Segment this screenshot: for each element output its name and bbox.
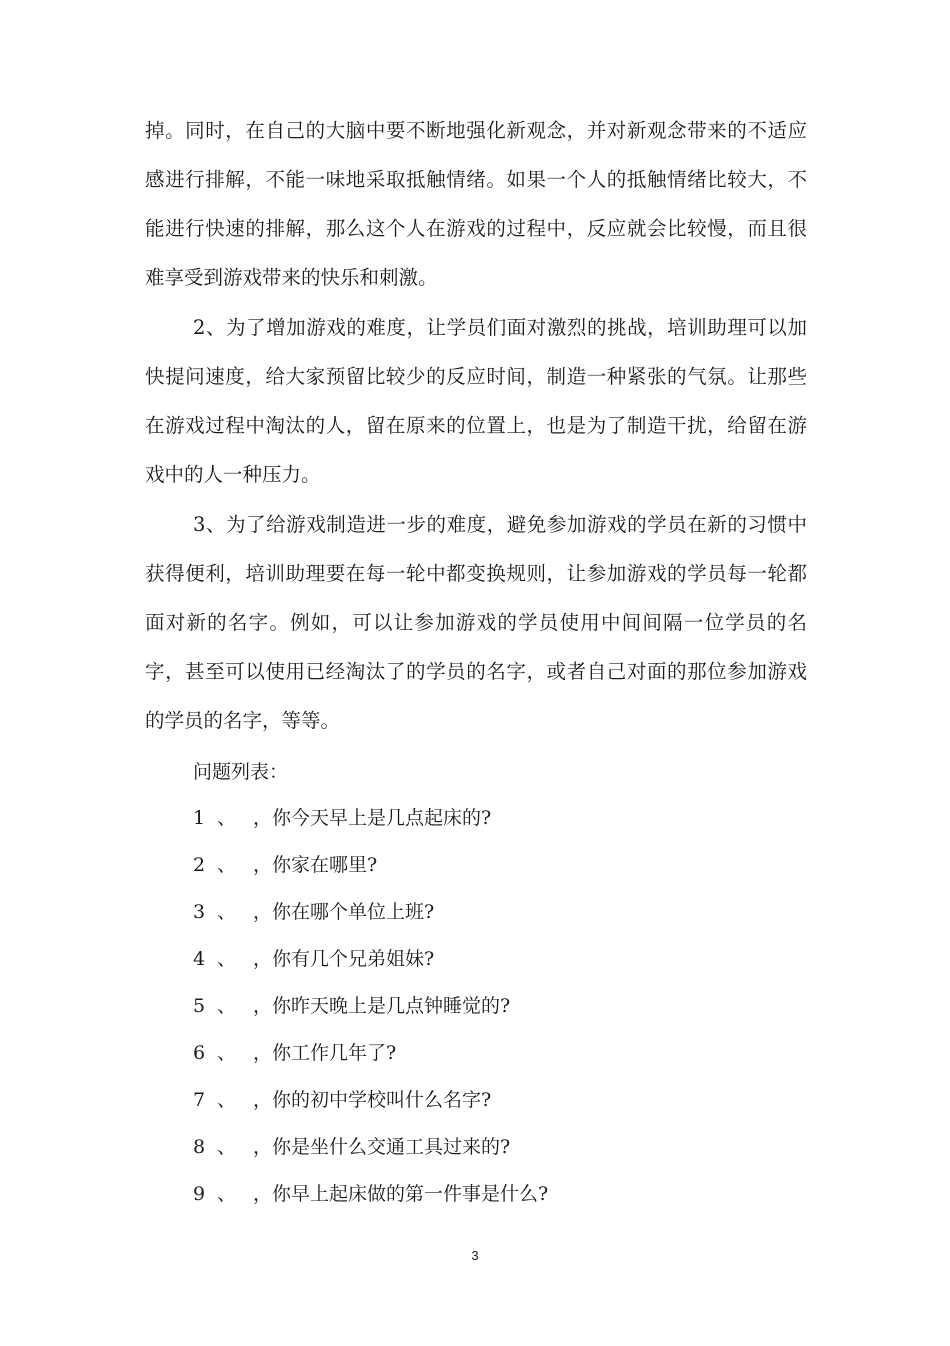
question-item	[193, 897, 434, 927]
paragraph-2: 2、为了增加游戏的难度，让学员们面对激烈的挑战，培训助理可以加快提问速度，给大家预留比较少的反应时间，制造一种紧张的气氛。让那些在游戏过程中淘汰的人，留在原来的位置上，也是为了制造干扰，给留在游戏中的人一种压力。	[145, 316, 807, 486]
question-separator: 、	[217, 854, 237, 876]
question-number: 6	[193, 1042, 206, 1064]
question-separator: 、	[217, 1136, 237, 1158]
question-item	[193, 1085, 491, 1115]
paragraph-block	[145, 106, 807, 302]
question-number: 9	[193, 1183, 206, 1205]
paragraph-block-3	[145, 500, 807, 745]
question-number: 3	[193, 901, 206, 923]
question-item	[193, 991, 510, 1021]
question-number: 7	[193, 1089, 206, 1111]
question-item	[193, 1038, 396, 1068]
question-number: 1	[193, 807, 206, 829]
question-separator: 、	[217, 948, 237, 970]
question-text: ，你工作几年了?	[253, 1042, 397, 1064]
question-separator: 、	[217, 1042, 237, 1064]
page-number: 3	[471, 1248, 479, 1263]
question-text: ，你有几个兄弟姐妹?	[253, 948, 435, 970]
question-text: ，你是坐什么交通工具过来的?	[253, 1136, 511, 1158]
question-separator: 、	[217, 901, 237, 923]
question-text: ，你的初中学校叫什么名字?	[253, 1089, 492, 1111]
question-separator: 、	[217, 807, 237, 829]
question-number: 4	[193, 948, 206, 970]
question-item	[193, 944, 434, 974]
paragraph-3: 3、为了给游戏制造进一步的难度，避免参加游戏的学员在新的习惯中获得便利，培训助理要在每一轮中都变换规则，让参加游戏的学员每一轮都面对新的名字。例如，可以让参加游戏的学员使用中间间隔一位学员的名字，甚至可以使用已经淘汰了的学员的名字，或者自己对面的那位参加游戏的学员的名字，等等。	[145, 513, 807, 732]
question-item	[193, 803, 491, 833]
question-item	[193, 1132, 510, 1162]
question-text: ，你昨天晚上是几点钟睡觉的?	[253, 995, 511, 1017]
question-number: 2	[193, 854, 206, 876]
question-text: ，你早上起床做的第一件事是什么?	[253, 1183, 549, 1205]
paragraph-block-2	[145, 303, 807, 499]
question-separator: 、	[217, 1089, 237, 1111]
question-text: ，你今天早上是几点起床的?	[253, 807, 492, 829]
question-item	[193, 850, 377, 880]
question-text: ，你在哪个单位上班?	[253, 901, 435, 923]
question-number: 8	[193, 1136, 206, 1158]
question-separator: 、	[217, 1183, 237, 1205]
question-separator: 、	[217, 995, 237, 1017]
question-list-title: 问题列表：	[193, 761, 289, 783]
paragraph-continuation: 掉。同时，在自己的大脑中要不断地强化新观念，并对新观念带来的不适应感进行排解，不能一味地采取抵触情绪。如果一个人的抵触情绪比较大，不能进行快速的排解，那么这个人在游戏的过程中，反应就会比较慢，而且很难享受到游戏带来的快乐和刺激。	[145, 119, 807, 289]
question-text: ，你家在哪里?	[253, 854, 378, 876]
question-item	[193, 1179, 548, 1209]
question-number: 5	[193, 995, 206, 1017]
